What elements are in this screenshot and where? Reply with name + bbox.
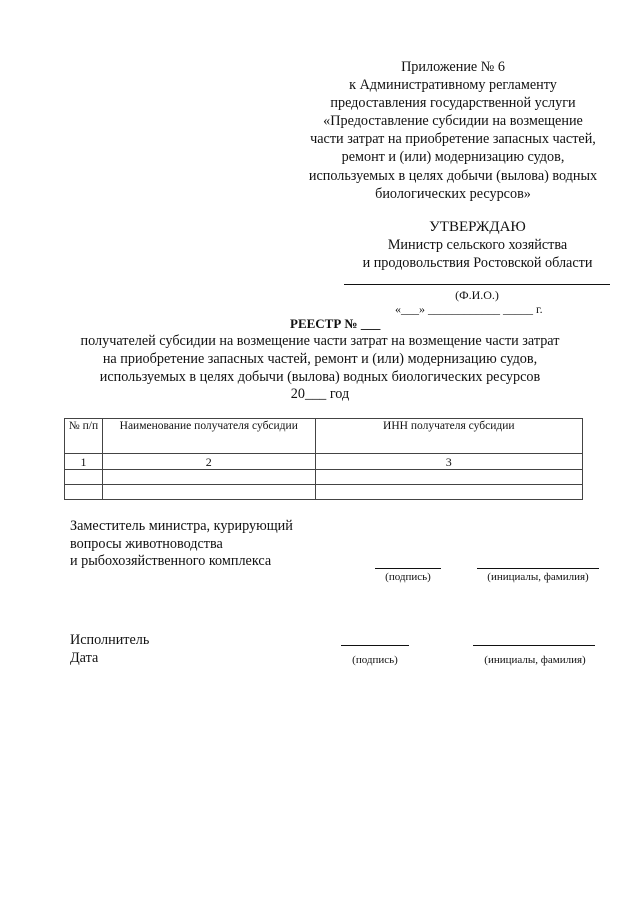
registry-title: РЕЕСТР № ___: [290, 316, 381, 331]
table-cell: 3: [315, 454, 582, 470]
executor-name-line: [473, 645, 595, 646]
executor-name-caption: (инициалы, фамилия): [484, 654, 586, 666]
approval-position-line2: и продовольствия Ростовской области: [362, 255, 593, 271]
deputy-line: вопросы животноводства: [70, 535, 223, 552]
registry-line: получателей субсидии на возмещение части затрат на возмещение части затрат: [80, 333, 560, 349]
table-cell: 1: [65, 454, 103, 470]
appendix-line: Приложение № 6: [401, 59, 505, 75]
approval-position-line1: Министр сельского хозяйства: [387, 237, 568, 253]
registry-line: на приобретение запасных частей, ремонт и (или) модернизацию судов,: [102, 351, 538, 367]
executor-signature-caption: (подпись): [352, 654, 398, 666]
table-cell: 2: [102, 454, 315, 470]
approval-block: [340, 218, 615, 272]
appendix-line: предоставления государственной услуги: [330, 95, 576, 112]
deputy-line: Заместитель министра, курирующий: [70, 518, 293, 534]
table-row: [65, 470, 583, 485]
executor-block: [70, 632, 149, 667]
deputy-name-line: [477, 568, 599, 569]
appendix-line: «Предоставление субсидии на возмещение: [323, 113, 583, 130]
table-cell[interactable]: [315, 485, 582, 500]
appendix-line: части затрат на приобретение запасных частей,: [310, 131, 596, 148]
approval-date-line: «___» ____________ _____ г.: [395, 302, 543, 316]
approval-title: УТВЕРЖДАЮ: [429, 219, 526, 235]
date-label: Дата: [70, 649, 99, 666]
table-cell[interactable]: [65, 470, 103, 485]
registry-year: 20___ год: [290, 386, 350, 402]
deputy-signature-line: [375, 568, 441, 569]
executor-label: Исполнитель: [70, 632, 150, 648]
header-number: № п/п: [65, 419, 103, 454]
registry-table: [64, 418, 583, 500]
deputy-signature-caption: (подпись): [385, 571, 431, 583]
table-cell[interactable]: [102, 485, 315, 500]
deputy-line: и рыбохозяйственного комплекса: [70, 553, 272, 569]
deputy-name-caption: (инициалы, фамилия): [487, 571, 589, 583]
table-row: [65, 485, 583, 500]
registry-description: [60, 332, 580, 386]
fio-caption: (Ф.И.О.): [455, 288, 499, 302]
appendix-line: ремонт и (или) модернизацию судов,: [341, 149, 565, 166]
header-recipient-name: Наименование получателя субсидии: [102, 419, 315, 454]
table-header-row: [65, 419, 583, 454]
table-cell[interactable]: [315, 470, 582, 485]
appendix-line: к Административному регламенту: [349, 77, 557, 94]
deputy-minister-block: [70, 518, 293, 571]
table-row: [65, 454, 583, 470]
table-cell[interactable]: [65, 485, 103, 500]
executor-signature-line: [341, 645, 409, 646]
appendix-line: биологических ресурсов»: [375, 185, 531, 202]
appendix-header: [288, 58, 618, 203]
table-cell[interactable]: [102, 470, 315, 485]
registry-line: используемых в целях добычи (вылова) водных биологических ресурсов: [99, 369, 541, 385]
approval-signature-line: [344, 284, 610, 285]
header-inn: ИНН получателя субсидии: [315, 419, 582, 454]
appendix-line: используемых в целях добычи (вылова) водных: [308, 167, 598, 184]
